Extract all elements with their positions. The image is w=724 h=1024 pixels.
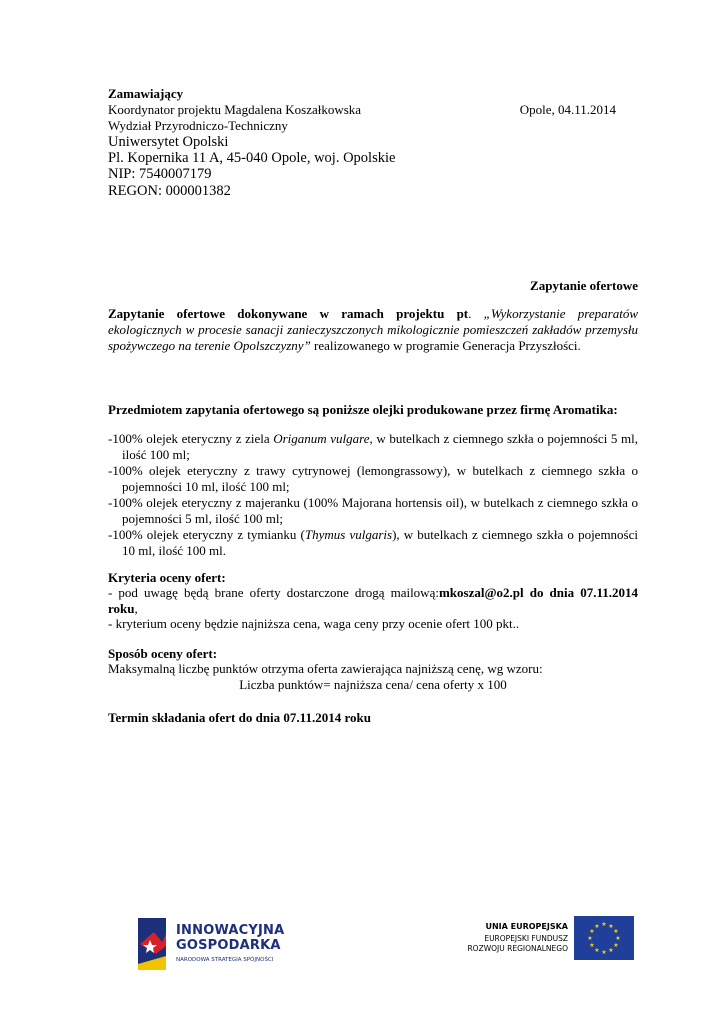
criteria-heading: Kryteria oceny ofert: [108, 570, 226, 585]
svg-text:★: ★ [601, 949, 607, 956]
ig-title-1: INNOWACYJNA [176, 923, 285, 938]
eu-subtitle-2: ROZWOJU REGIONALNEGO [467, 944, 568, 953]
svg-text:★: ★ [601, 921, 607, 928]
orderer-heading: Zamawiający [108, 86, 184, 101]
coordinator-line: Koordynator projektu Magdalena Koszałkowska [108, 102, 362, 117]
email-deadline: mkoszal@o2.pl do dnia 07.11.2014 roku [108, 585, 638, 616]
criteria-line-1: - pod uwagę będą brane oferty dostarczone drogą mailową:mkoszal@o2.pl do dnia 07.11.2014 roku, [108, 585, 638, 616]
eu-subtitle-1: EUROPEJSKI FUNDUSZ [484, 934, 568, 943]
list-item: -100% olejek eteryczny z trawy cytrynowej (lemongrassowy), w butelkach z ciemnego szkła o pojemności 10 ml, ilość 100 ml; [108, 463, 638, 494]
intro-paragraph [108, 306, 638, 354]
list-item: -100% olejek eteryczny z ziela Origanum vulgare, w butelkach z ciemnego szkła o pojemności 5 ml, ilość 100 ml; [108, 431, 638, 462]
criteria-line-2: - kryterium oceny będzie najniższa cena, waga ceny przy ocenie ofert 100 pkt.. [108, 616, 520, 631]
eu-fund-logo [460, 914, 634, 966]
svg-text:★: ★ [613, 942, 619, 949]
formula: Liczba punktów= najniższa cena/ cena oferty x 100 [239, 677, 507, 692]
deadline: Termin składania ofert do dnia 07.11.2014 roku [108, 710, 371, 725]
nip-line: NIP: 7540007179 [108, 166, 212, 182]
subject-heading: Przedmiotem zapytania ofertowego są poniższe olejki produkowane przez firmę Aromatika: [108, 402, 618, 417]
oils-list [108, 431, 638, 559]
ig-subtitle: NARODOWA STRATEGIA SPÓJNOŚCI [176, 957, 274, 963]
method-heading: Sposób oceny ofert: [108, 646, 218, 661]
ig-emblem-icon [136, 916, 170, 972]
intro-bold: Zapytanie ofertowe dokonywane w ramach projektu pt [108, 306, 469, 321]
svg-text:★: ★ [594, 923, 600, 930]
intro-rest: realizowanego w programie Generacja Przyszłości. [310, 338, 581, 353]
faculty-line: Wydział Przyrodniczo-Techniczny [108, 118, 288, 133]
project-title: „Wykorzystanie preparatów ekologicznych w procesie sanacji zanieczyszczonych mikologicznie pomieszczeń zakładów przemysłu spożywczego na terenie Opolszczyzny” [108, 306, 638, 353]
list-item: -100% olejek eteryczny z majeranku (100% Majorana hortensis oil), w butelkach z ciemnego szkła o pojemności 5 ml, ilość 100 ml; [108, 495, 638, 526]
list-item: -100% olejek eteryczny z tymianku (Thymus vulgaris), w butelkach z ciemnego szkła o pojemności 10 ml, ilość 100 ml. [108, 527, 638, 558]
svg-text:★: ★ [608, 947, 614, 954]
address-line: Pl. Kopernika 11 A, 45-040 Opole, woj. Opolskie [108, 150, 396, 166]
ig-title-2: GOSPODARKA [176, 938, 281, 953]
university-line: Uniwersytet Opolski [108, 134, 229, 150]
document-title: Zapytanie ofertowe [530, 278, 638, 293]
regon-line: REGON: 000001382 [108, 183, 231, 199]
place-date: Opole, 04.11.2014 [519, 102, 616, 117]
svg-text:★: ★ [587, 935, 593, 942]
svg-text:★: ★ [615, 935, 621, 942]
svg-text:★: ★ [594, 947, 600, 954]
eu-title: UNIA EUROPEJSKA [485, 922, 568, 931]
svg-text:★: ★ [589, 928, 595, 935]
svg-text:★: ★ [608, 923, 614, 930]
innowacyjna-gospodarka-logo [136, 914, 296, 974]
eu-flag-icon [574, 916, 634, 960]
intro-dot: . [468, 306, 484, 321]
svg-text:★: ★ [613, 928, 619, 935]
method-line: Maksymalną liczbę punktów otrzyma oferta zawierająca najniższą cenę, wg wzoru: [108, 661, 543, 676]
svg-text:★: ★ [589, 942, 595, 949]
